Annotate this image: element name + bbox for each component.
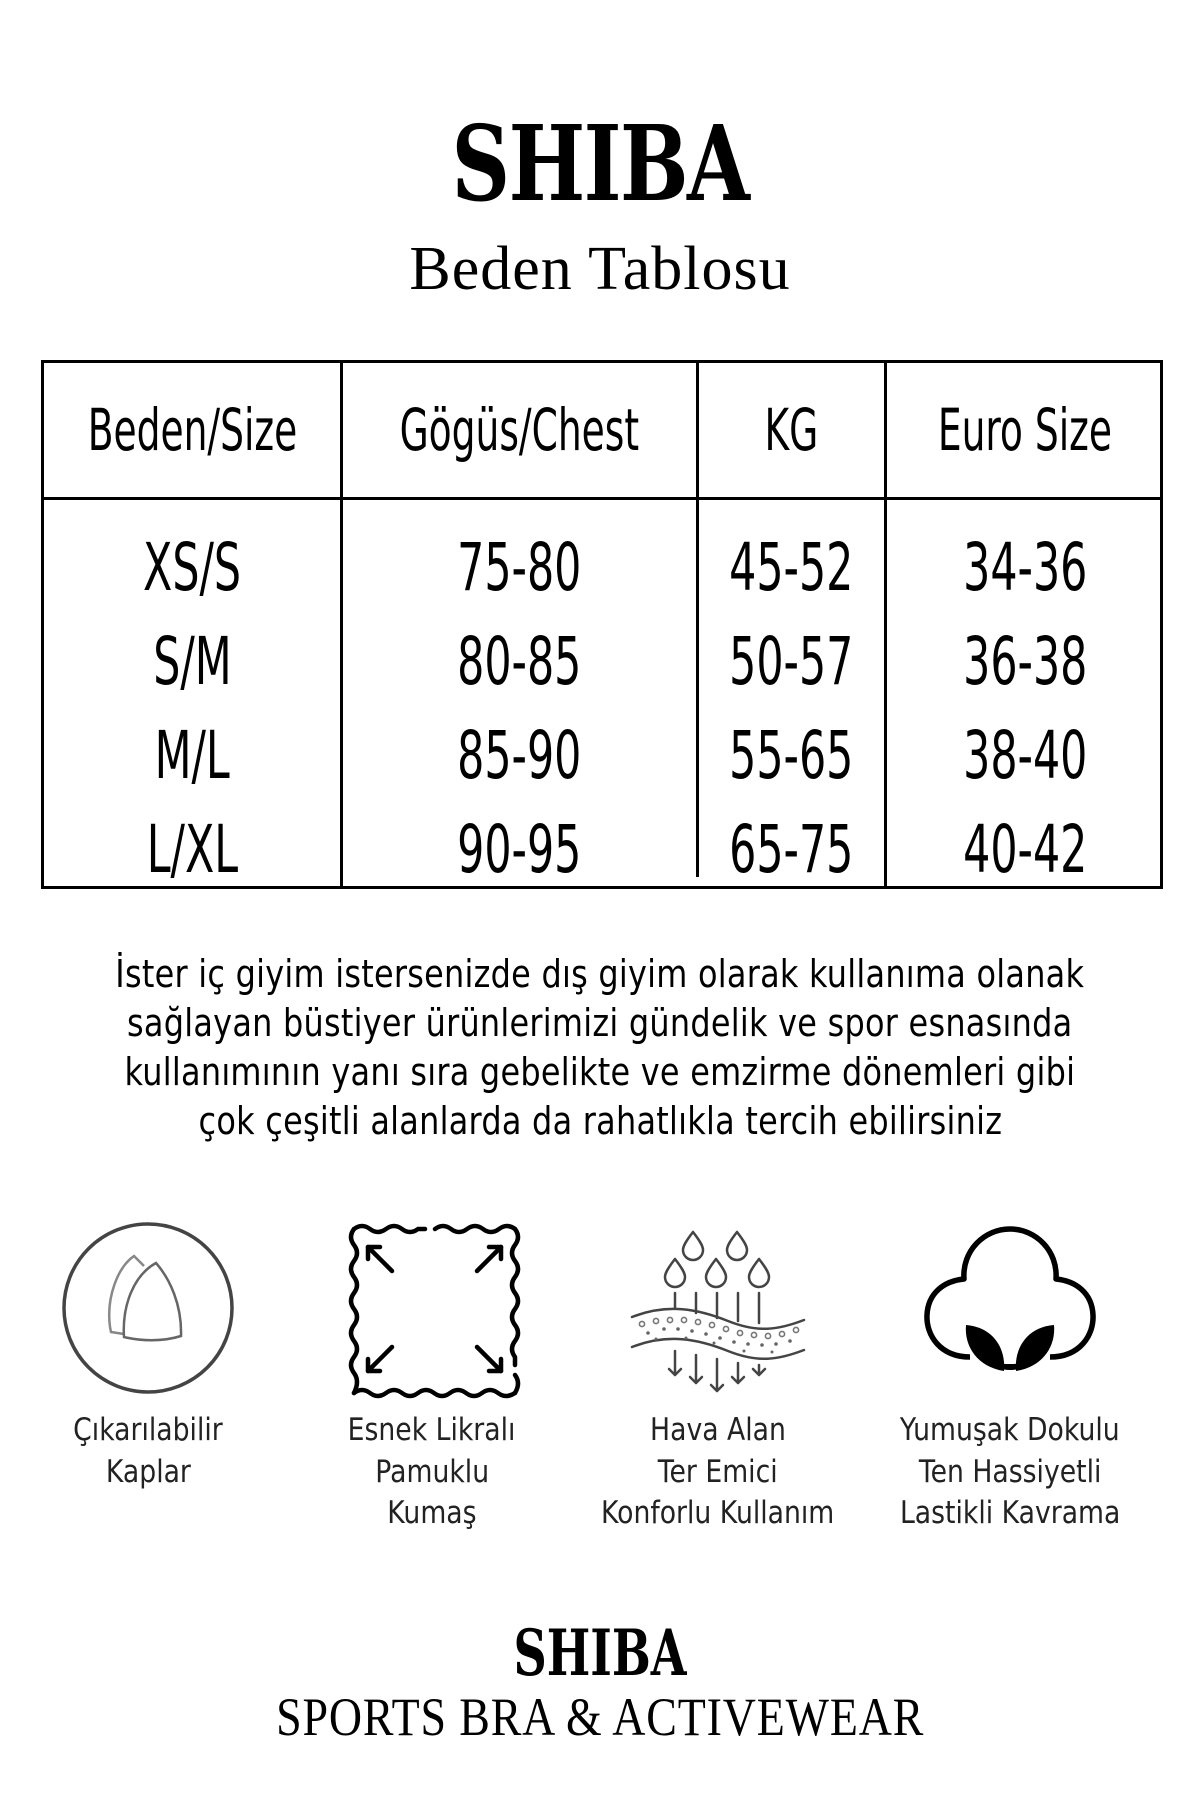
table-cell: XS/S (143, 529, 241, 606)
table-cell: L/XL (146, 811, 238, 888)
removable-cups-icon (0, 1215, 298, 1400)
table-cell: 45-52 (729, 529, 854, 606)
feature-label-line: Kaplar (105, 1453, 191, 1490)
feature-label-line: Pamuklu (375, 1453, 489, 1490)
column-header-chest: Gögüs/Chest (399, 396, 640, 464)
stretch-fabric-icon (282, 1215, 582, 1400)
table-cell: 55-65 (729, 717, 854, 794)
column-header-euro-size: Euro Size (937, 396, 1113, 464)
description-line: çok çeşitli alanlarda da rahatlıkla tercih ebilirsiniz (198, 1099, 1002, 1143)
feature-label-line: Çıkarılabilir (73, 1412, 223, 1448)
feature-label-line: Yumuşak Dokulu (900, 1412, 1120, 1448)
description-line: kullanımının yanı sıra gebelikte ve emzirme dönemleri gibi (124, 1050, 1076, 1094)
feature-label-line: Ter Emici (658, 1453, 778, 1490)
size-table (41, 360, 1163, 889)
column-header-kg: KG (764, 396, 819, 464)
feature-label-line: Ten Hassiyetli (918, 1453, 1102, 1490)
feature-label-line: Lastikli Kavrama (899, 1495, 1121, 1531)
footer-brand-logo: SHIBA (513, 1616, 687, 1691)
header-divider (44, 497, 1160, 500)
table-cell: 34-36 (962, 529, 1088, 606)
product-description (0, 950, 1200, 1146)
description-line: sağlayan büstiyer ürünlerimizi gündelik ve spor esnasında (127, 1001, 1073, 1045)
footer-tagline: SPORTS BRA & ACTIVEWEAR (275, 1687, 925, 1747)
page-title: Beden Tablosu (409, 235, 791, 303)
table-cell: 50-57 (729, 623, 854, 700)
table-cell: M/L (154, 717, 230, 794)
table-cell: 36-38 (962, 623, 1088, 700)
feature-label-line: Esnek Likralı (348, 1412, 516, 1448)
table-cell: 65-75 (729, 811, 854, 888)
description-line: İster iç giyim istersenizde dış giyim olarak kullanıma olanak (115, 952, 1085, 996)
breathable-fabric-icon (568, 1215, 868, 1400)
feature-label-line: Konforlu Kullanım (601, 1495, 835, 1531)
table-cell: 38-40 (962, 717, 1088, 794)
table-cell: 75-80 (457, 529, 582, 606)
table-cell: S/M (152, 623, 232, 700)
table-cell: 80-85 (457, 623, 582, 700)
table-cell: 40-42 (962, 811, 1088, 888)
table-cell: 85-90 (457, 717, 582, 794)
column-header-size: Beden/Size (87, 396, 297, 464)
feature-label-line: Hava Alan (650, 1412, 786, 1448)
feature-label-line: Kumaş (387, 1495, 477, 1531)
brand-logo: SHIBA (451, 102, 749, 225)
table-cell: 90-95 (457, 811, 582, 888)
cotton-icon (860, 1215, 1160, 1400)
